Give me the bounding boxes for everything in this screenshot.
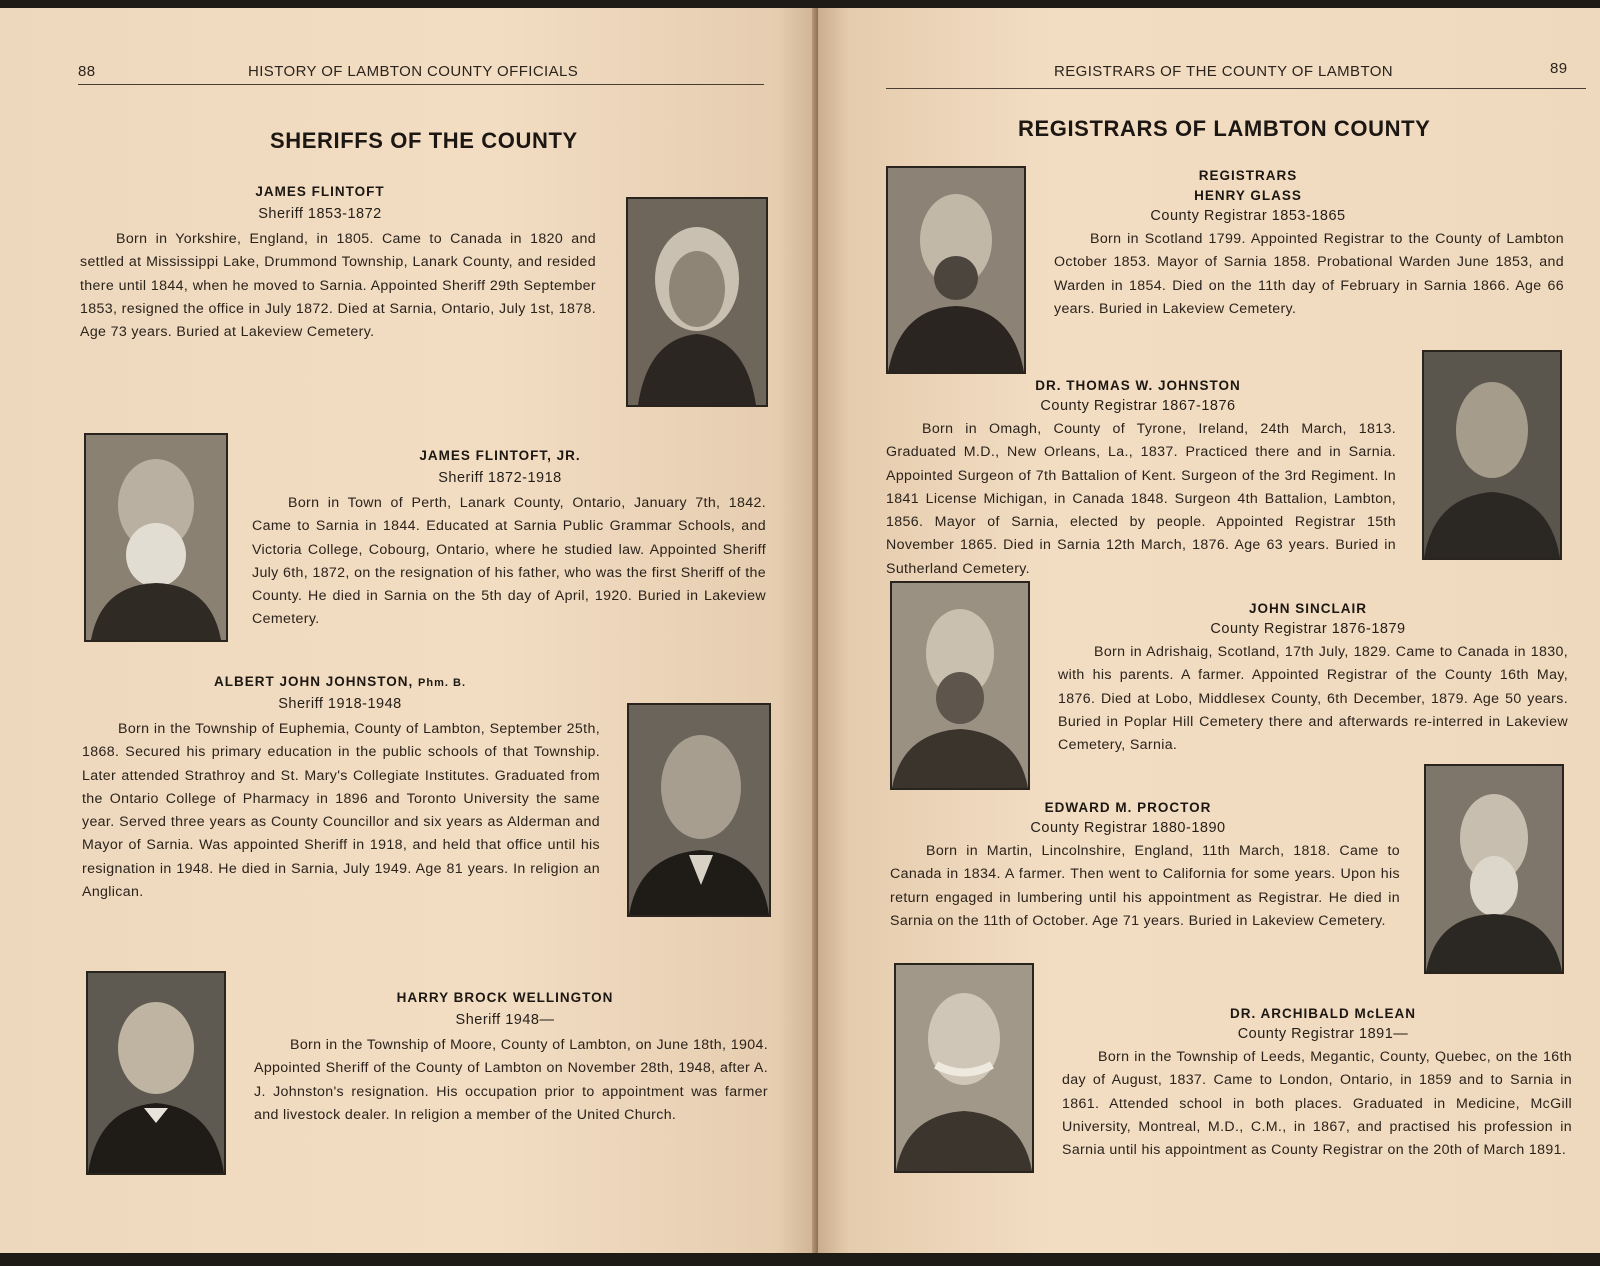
header-rule xyxy=(886,88,1586,89)
section-title: REGISTRARS OF LAMBTON COUNTY xyxy=(1018,116,1431,141)
portrait-photo-icon xyxy=(628,199,766,405)
page-number: 89 xyxy=(1550,60,1568,77)
entry-name: JOHN SINCLAIR xyxy=(1248,601,1367,616)
portrait-photo-icon xyxy=(886,166,1026,374)
entry-bio: Born in Town of Perth, Lanark County, Ontario, January 7th, 1842. Came to Sarnia in 1844. Educated at Sarnia Public Grammar Schools, and Victoria College, Cobourg, Ontario, where he studied law. Appointed Sheriff July 6th, 1872, on the resignation of his father, who was the first Sheriff of the County. He died in Sarnia on the 5th day of April, 1920. Buried in Lakeview Cemetery. xyxy=(252,495,766,628)
entry-name xyxy=(150,674,530,689)
portrait-photo-icon xyxy=(894,963,1034,1173)
entry-bio: Born in the Township of Leeds, Megantic, County, Quebec, on the 16th day of August, 1837. Came to London, Ontario, in 1859 and to Sarnia in 1861. Attended school in both places. Graduated in Medicine, McGill University, Montreal, M.D., C.M., in 1867, and practised his profession in Sarnia until his appointment as County Registrar on the 20th of March 1891. xyxy=(1062,1049,1572,1159)
entry-office: County Registrar 1867-1876 xyxy=(1040,398,1236,414)
entry-name: HARRY BROCK WELLINGTON xyxy=(396,990,614,1005)
portrait-photo-icon xyxy=(86,971,226,1175)
registrars-subheading: REGISTRARS xyxy=(1198,168,1298,183)
entry-name: HENRY GLASS xyxy=(1194,188,1302,203)
entry-bio: Born in Yorkshire, England, in 1805. Came to Canada in 1820 and settled at Mississippi Lake, Drummond Township, Lanark County, and resided there until 1844, when he moved to Sarnia. Appointed Sheriff 29th September 1853, resigned the office in July 1872. Died at Sarnia, Ontario, July 1st, 1878. Age 73 years. Buried at Lakeview Cemetery. xyxy=(80,231,596,341)
portrait-photo-icon xyxy=(896,965,1032,1171)
portrait-photo-icon xyxy=(888,168,1024,372)
portrait-photo-icon xyxy=(629,705,769,915)
portrait-photo-icon xyxy=(1424,352,1560,558)
running-head: HISTORY OF LAMBTON COUNTY OFFICIALS xyxy=(248,63,579,80)
portrait-photo-icon xyxy=(627,703,771,917)
entry-bio: Born in Martin, Lincolnshire, England, 11th March, 1818. Came to Canada in 1834. A farmer. Then went to California for some years. Upon his return engaged in lumbering until his appointment as Registrar. He died in Sarnia on the 11th of October. Age 71 years. Buried in Lakeview Cemetery. xyxy=(890,843,1400,929)
entry-bio: Born in Adrishaig, Scotland, 17th July, 1829. Came to Canada in 1830, with his parents. A farmer. Appointed Registrar of the County 16th May, 1876. Died at Lobo, Middlesex County, 6th December, 1879. Age 50 years. Buried in Poplar Hill Cemetery there and afterwards re-interred in Lakeview Cemetery, Sarnia. xyxy=(1058,644,1568,754)
right-page xyxy=(818,8,1600,1253)
section-title: SHERIFFS OF THE COUNTY xyxy=(270,128,578,153)
portrait-photo-icon xyxy=(892,583,1028,788)
page-number: 88 xyxy=(78,63,96,80)
running-head: REGISTRARS OF THE COUNTY OF LAMBTON xyxy=(1054,63,1394,80)
entry-name: DR. ARCHIBALD McLEAN xyxy=(1230,1006,1416,1021)
entry-office: County Registrar 1853-1865 xyxy=(1150,208,1346,224)
portrait-photo-icon xyxy=(1424,764,1564,974)
entry-name: JAMES FLINTOFT, JR. xyxy=(419,448,581,463)
entry-office: Sheriff 1853-1872 xyxy=(258,206,382,222)
entry-office: County Registrar 1876-1879 xyxy=(1210,621,1406,637)
entry-office: Sheriff 1948— xyxy=(455,1012,555,1028)
entry-name-main: ALBERT JOHN JOHNSTON, xyxy=(214,674,414,689)
portrait-photo-icon xyxy=(626,197,768,407)
header-rule xyxy=(78,84,764,85)
entry-office: Sheriff 1872-1918 xyxy=(438,470,562,486)
left-page xyxy=(0,8,818,1253)
entry-bio: Born in the Township of Euphemia, County of Lambton, September 25th, 1868. Secured his primary education in the public schools of that Township. Later attended Strathroy and St. Mary's Collegiate Institutes. Graduated from the Ontario College of Pharmacy in 1896 and Toronto University the same year. Served three years as County Councillor and six years as Alderman and Mayor of Sarnia. Was appointed Sheriff in 1918, and held that office until his resignation in 1948. He died in Sarnia, July 1949. Age 81 years. In religion an Anglican. xyxy=(82,721,600,901)
portrait-photo-icon xyxy=(1426,766,1562,972)
entry-bio: Born in the Township of Moore, County of Lambton, on June 18th, 1904. Appointed Sheriff of the County of Lambton on November 28th, 1948, after A. J. Johnston's resignation. His occupation prior to appointment was farmer and livestock dealer. In religion a member of the United Church. xyxy=(254,1037,768,1123)
entry-bio: Born in Omagh, County of Tyrone, Ireland, 24th March, 1813. Graduated M.D., New Orleans, La., 1837. Practiced there and in Sarnia. Appointed Surgeon of 7th Battalion of Kent. Surgeon of the 3rd Regiment. In 1841 License Michigan, in Canada 1848. Surgeon 4th Battalion, Lambton, 1856. Mayor of Sarnia, elected by people. Appointed Registrar 15th November 1865. Died in Sarnia 12th March, 1876. Age 63 years. Buried in Sutherland Cemetery. xyxy=(886,421,1396,577)
portrait-photo-icon xyxy=(86,435,226,640)
entry-office: Sheriff 1918-1948 xyxy=(278,696,402,712)
entry-office: County Registrar 1880-1890 xyxy=(1030,820,1226,836)
entry-name: EDWARD M. PROCTOR xyxy=(1044,800,1212,815)
portrait-photo-icon xyxy=(84,433,228,642)
portrait-photo-icon xyxy=(88,973,224,1173)
entry-office: County Registrar 1891— xyxy=(1237,1026,1409,1042)
portrait-photo-icon xyxy=(1422,350,1562,560)
entry-name: DR. THOMAS W. JOHNSTON xyxy=(1035,378,1241,393)
portrait-photo-icon xyxy=(890,581,1030,790)
entry-name: JAMES FLINTOFT xyxy=(255,184,385,199)
entry-name-suffix: Phm. B. xyxy=(418,677,466,689)
entry-bio: Born in Scotland 1799. Appointed Registrar to the County of Lambton October 1853. Mayor of Sarnia 1858. Probational Warden June 1853, and Warden in 1854. Died on the 11th day of February in Sarnia 1866. Age 66 years. Buried in Lakeview Cemetery. xyxy=(1054,231,1564,317)
